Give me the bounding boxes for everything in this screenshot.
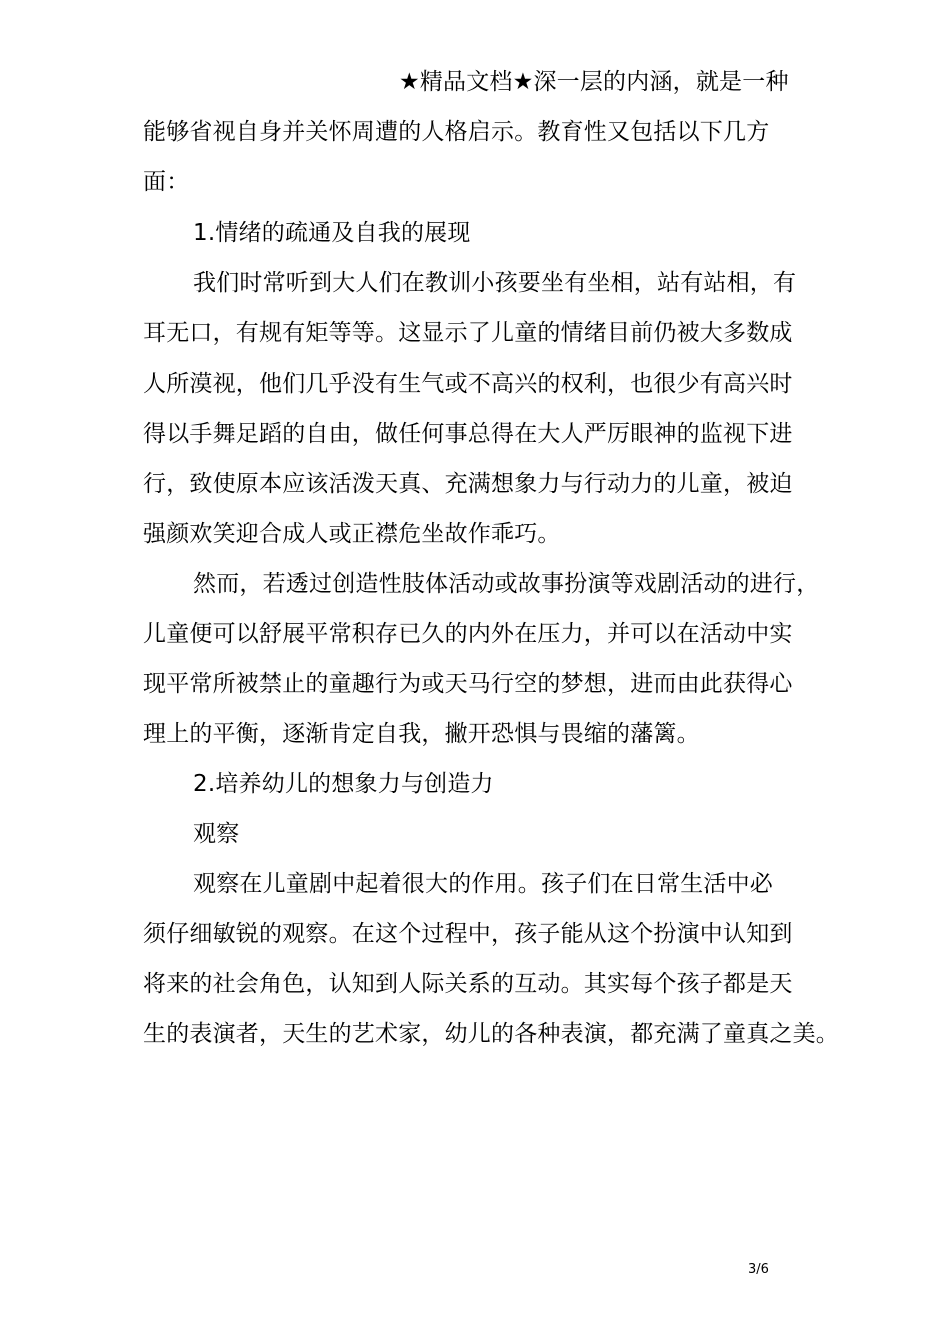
body-line: 耳无口，有规有矩等等。这显示了儿童的情绪目前仍被大多数成 (143, 320, 793, 346)
body-line: 现平常所被禁止的童趣行为或天马行空的梦想，进而由此获得心 (143, 671, 793, 697)
header-text: 深一层的内涵，就是一种 (533, 69, 789, 95)
header-badge: ★精品文档★ (399, 69, 534, 95)
subheading: 观察 (193, 821, 240, 847)
body-line: 然而，若透过创造性肢体活动或故事扮演等戏剧活动的进行， (193, 571, 820, 597)
body-line: 生的表演者，天生的艺术家，幼儿的各种表演，都充满了童真之美。 (143, 1021, 839, 1047)
section-heading: 2.培养幼儿的想象力与创造力 (193, 771, 494, 797)
body-line: 我们时常听到大人们在教训小孩要坐有坐相，站有站相，有 (193, 270, 797, 296)
body-line: 须仔细敏锐的观察。在这个过程中，孩子能从这个扮演中认知到 (143, 921, 793, 947)
body-line: 理上的平衡，逐渐肯定自我，撇开恐惧与畏缩的藩篱。 (143, 721, 700, 747)
page-number: 3/6 (748, 1262, 769, 1277)
section-heading: 1.情绪的疏通及自我的展现 (193, 220, 471, 246)
header-line (399, 67, 789, 97)
body-line: 强颜欢笑迎合成人或正襟危坐故作乖巧。 (143, 521, 561, 547)
body-line: 人所漠视，他们几乎没有生气或不高兴的权利，也很少有高兴时 (143, 371, 793, 397)
body-line: 面： (143, 169, 190, 195)
body-line: 观察在儿童剧中起着很大的作用。孩子们在日常生活中必 (193, 871, 773, 897)
body-line: 得以手舞足蹈的自由，做任何事总得在大人严厉眼神的监视下进 (143, 421, 793, 447)
body-line: 儿童便可以舒展平常积存已久的内外在压力，并可以在活动中实 (143, 621, 793, 647)
body-line: 能够省视自身并关怀周遭的人格启示。教育性又包括以下几方 (143, 119, 770, 145)
body-line: 将来的社会角色，认知到人际关系的互动。其实每个孩子都是天 (143, 971, 793, 997)
body-line: 行，致使原本应该活泼天真、充满想象力与行动力的儿童，被迫 (143, 471, 793, 497)
